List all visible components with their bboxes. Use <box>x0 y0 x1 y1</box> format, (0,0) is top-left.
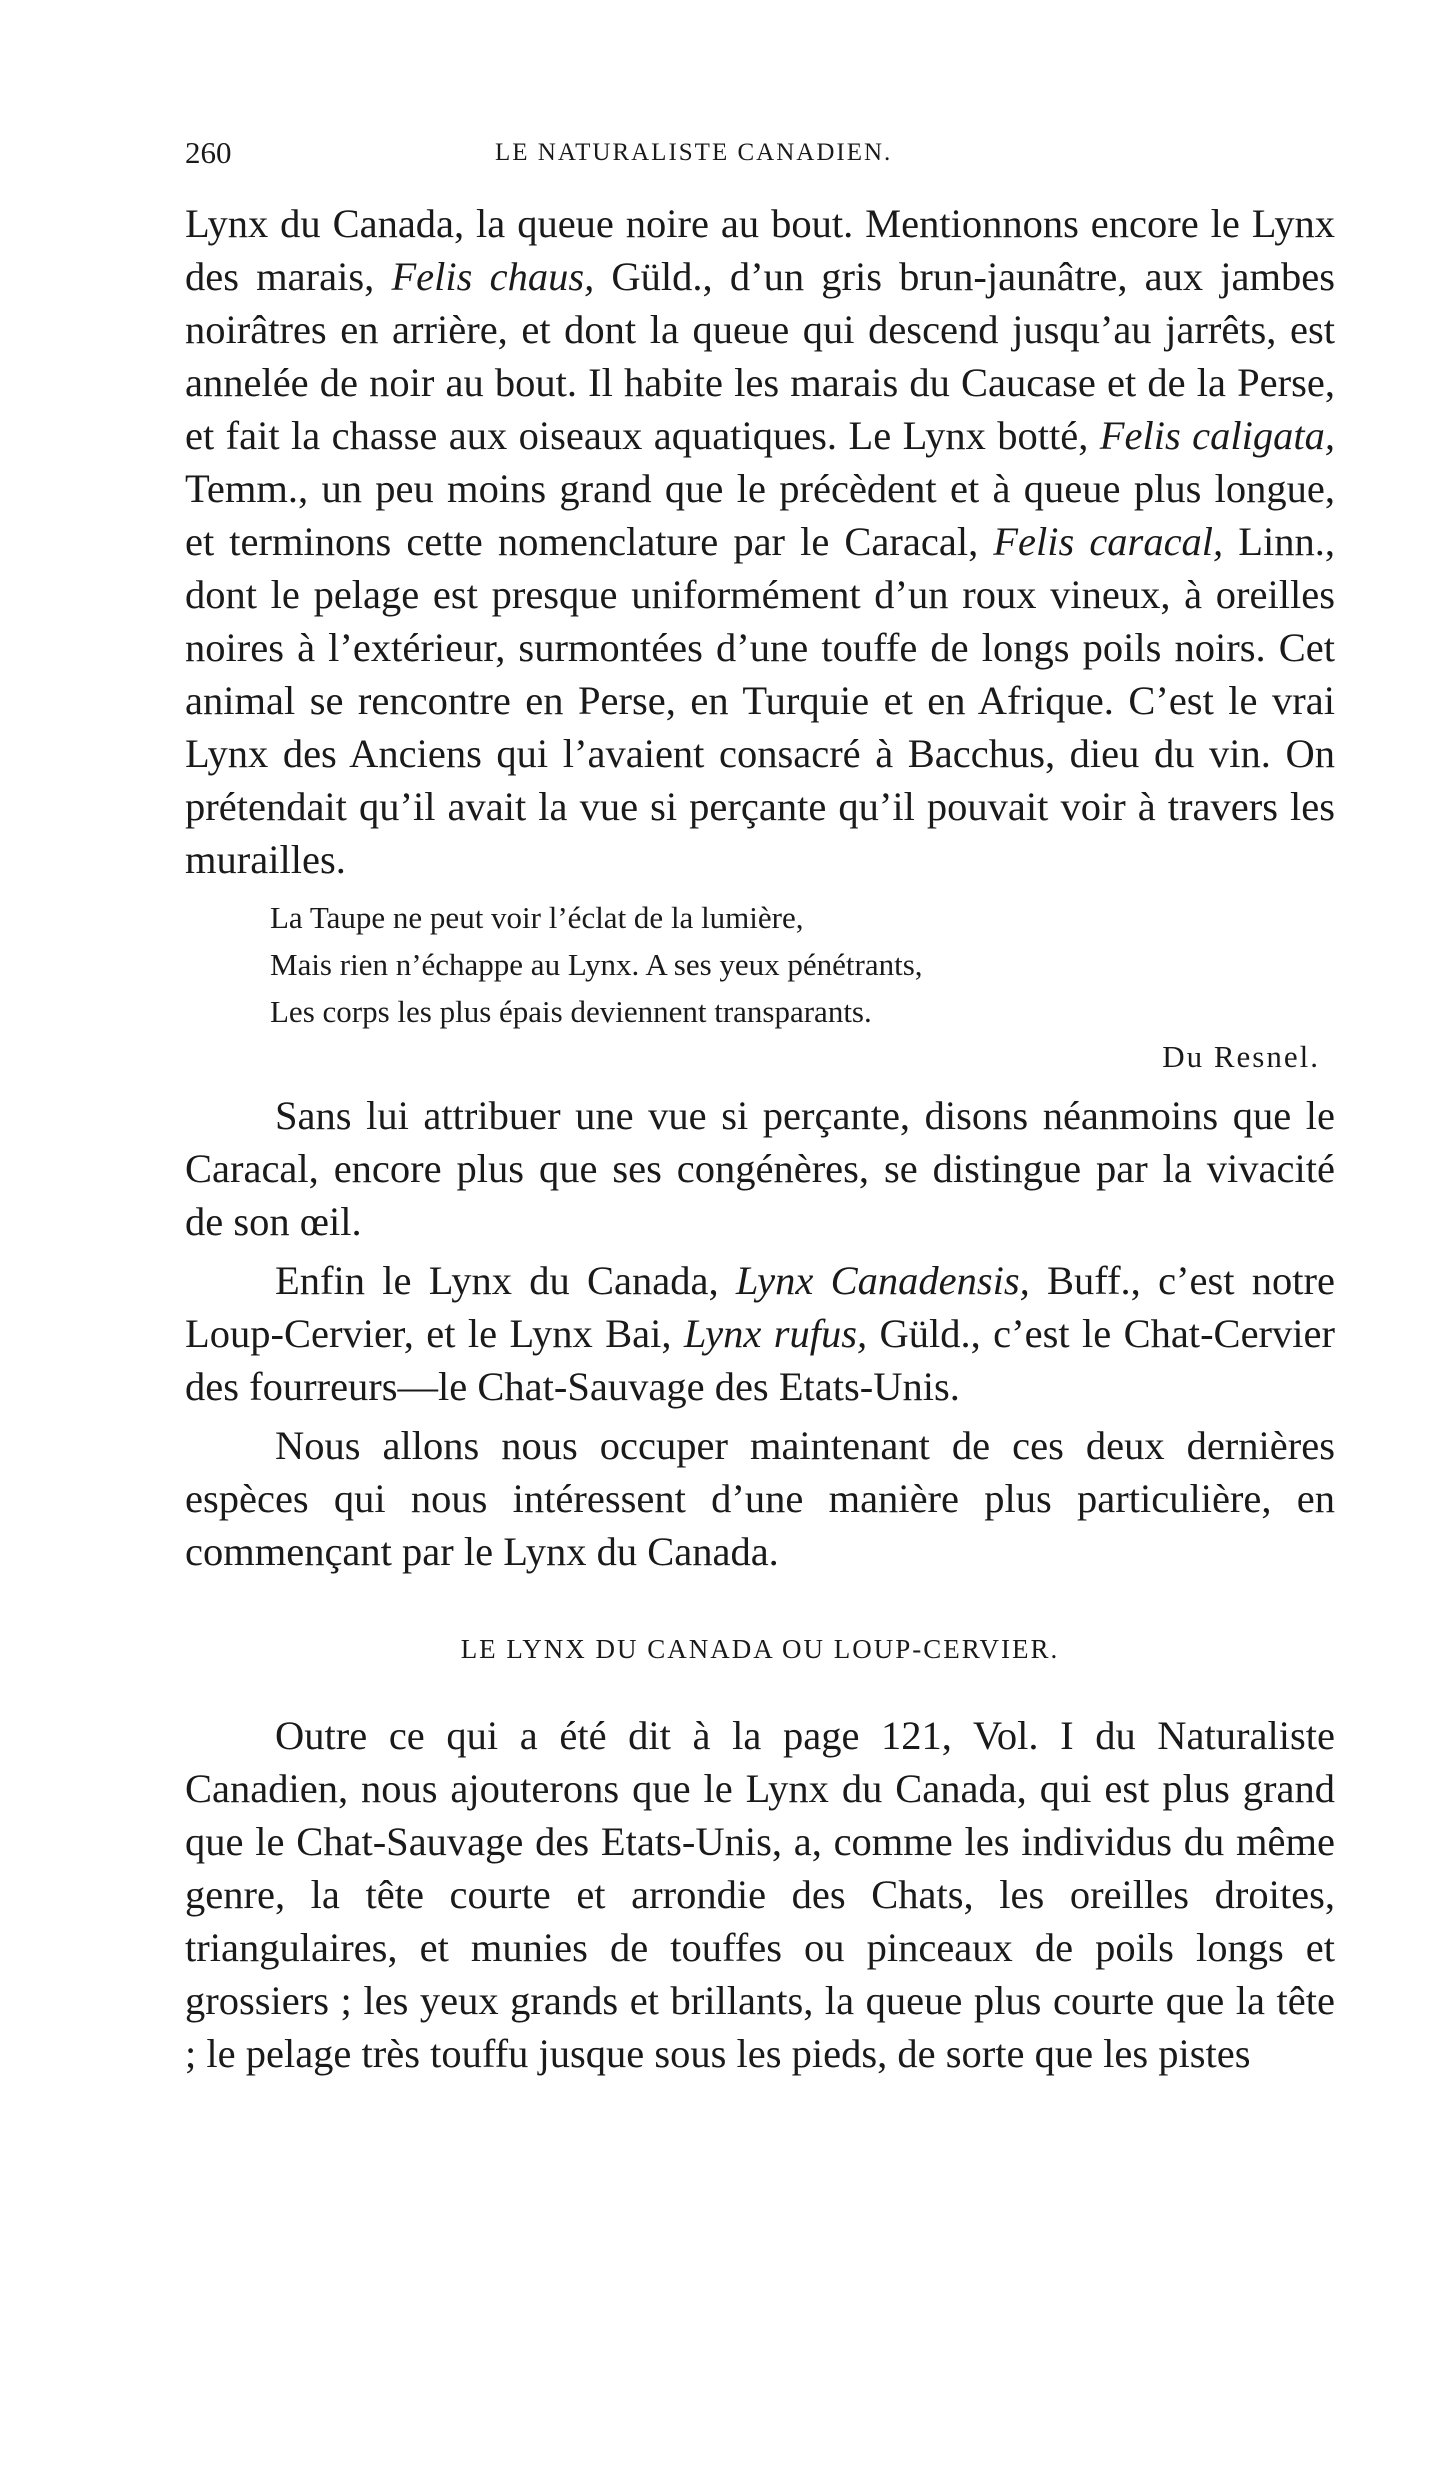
text-run: Buff., c’est notre Loup-Cervier, et le Lynx Bai, <box>185 1258 1335 1356</box>
running-head <box>185 135 1335 175</box>
species-name-felis-chaus: Felis chaus, <box>391 254 595 299</box>
text-run: Enfin le Lynx du Canada, <box>275 1258 736 1303</box>
species-name-felis-caracal: Felis caracal, <box>993 519 1224 564</box>
verse-line: Mais rien n’échappe au Lynx. A ses yeux pénétrants, <box>270 947 923 982</box>
verse-attribution: Du Resnel. <box>1162 1039 1320 1074</box>
verse-line: Les corps les plus épais deviennent transparants. <box>270 994 872 1029</box>
text-run: Temm., un peu moins grand que le précèdent et à queue plus longue, et terminons cette nomenclature par le Caracal, <box>185 466 1335 564</box>
species-name-lynx-canadensis: Lynx Canadensis, <box>735 1258 1030 1303</box>
verse-line: La Taupe ne peut voir l’éclat de la lumière, <box>270 900 804 935</box>
paragraph-transition: Nous allons nous occuper maintenant de ces deux dernières espèces qui nous intéressent d’une manière plus particulière, en commençant par le Lynx du Canada. <box>185 1423 1335 1574</box>
species-name-lynx-rufus: Lynx rufus, <box>683 1311 868 1356</box>
section-heading: LE LYNX DU CANADA OU LOUP-CERVIER. <box>460 1634 1060 1664</box>
paragraph-description: Outre ce qui a été dit à la page 121, Vol. I du Naturaliste Canadien, nous ajouterons que le Lynx du Canada, qui est plus grand que le Chat-Sauvage des Etats-Unis, a, comme les individus du même genre, la tête courte et arrondie des Chats, les oreilles droites, triangulaires, et munies de touffes ou pinceaux de poils longs et grossiers ; les yeux grands et brillants, la queue plus courte que la tête ; le pelage très touffu jusque sous les pieds, de sorte que les pistes <box>185 1713 1335 2076</box>
paragraph-caracal-vision: Sans lui attribuer une vue si perçante, disons néanmoins que le Caracal, encore plus que ses congénères, se distingue par la vivacité de son œil. <box>185 1093 1335 1244</box>
text-run: Güld., c’est le Chat-Cervier des fourreurs—le Chat-Sauvage des Etats-Unis. <box>185 1311 1335 1409</box>
species-name-felis-caligata: Felis caligata, <box>1099 413 1335 458</box>
verse-quotation <box>270 894 1335 1035</box>
text-run: Lynx du Canada, la queue noire au bout. Mentionnons encore le Lynx des marais, <box>185 201 1335 299</box>
text-run: Linn., dont le pelage est presque uniformément d’un roux vineux, à oreilles noires à l’extérieur, surmontées d’une touffe de longs poils noirs. Cet animal se rencontre en Perse, en Turquie et en Afrique. C’est le vrai Lynx des Anciens qui l’avaient consacré à Bacchus, dieu du vin. On prétendait qu’il avait la vue si perçante qu’il pouvait voir à travers les murailles. <box>185 519 1336 882</box>
paragraph-lynx-species <box>185 197 1335 886</box>
paragraph-canada-lynx <box>185 1254 1335 1413</box>
page-body <box>185 135 1335 2080</box>
journal-title: LE NATURALISTE CANADIEN. <box>495 139 893 166</box>
text-run: Güld., d’un gris brun-jaunâtre, aux jambes noirâtres en arrière, et dont la queue qui descend jusqu’au jarrêts, est annelée de noir au bout. Il habite les marais du Caucase et de la Perse, et fait la chasse aux oiseaux aquatiques. Le Lynx botté, <box>185 254 1335 458</box>
page-number: 260 <box>185 135 232 170</box>
